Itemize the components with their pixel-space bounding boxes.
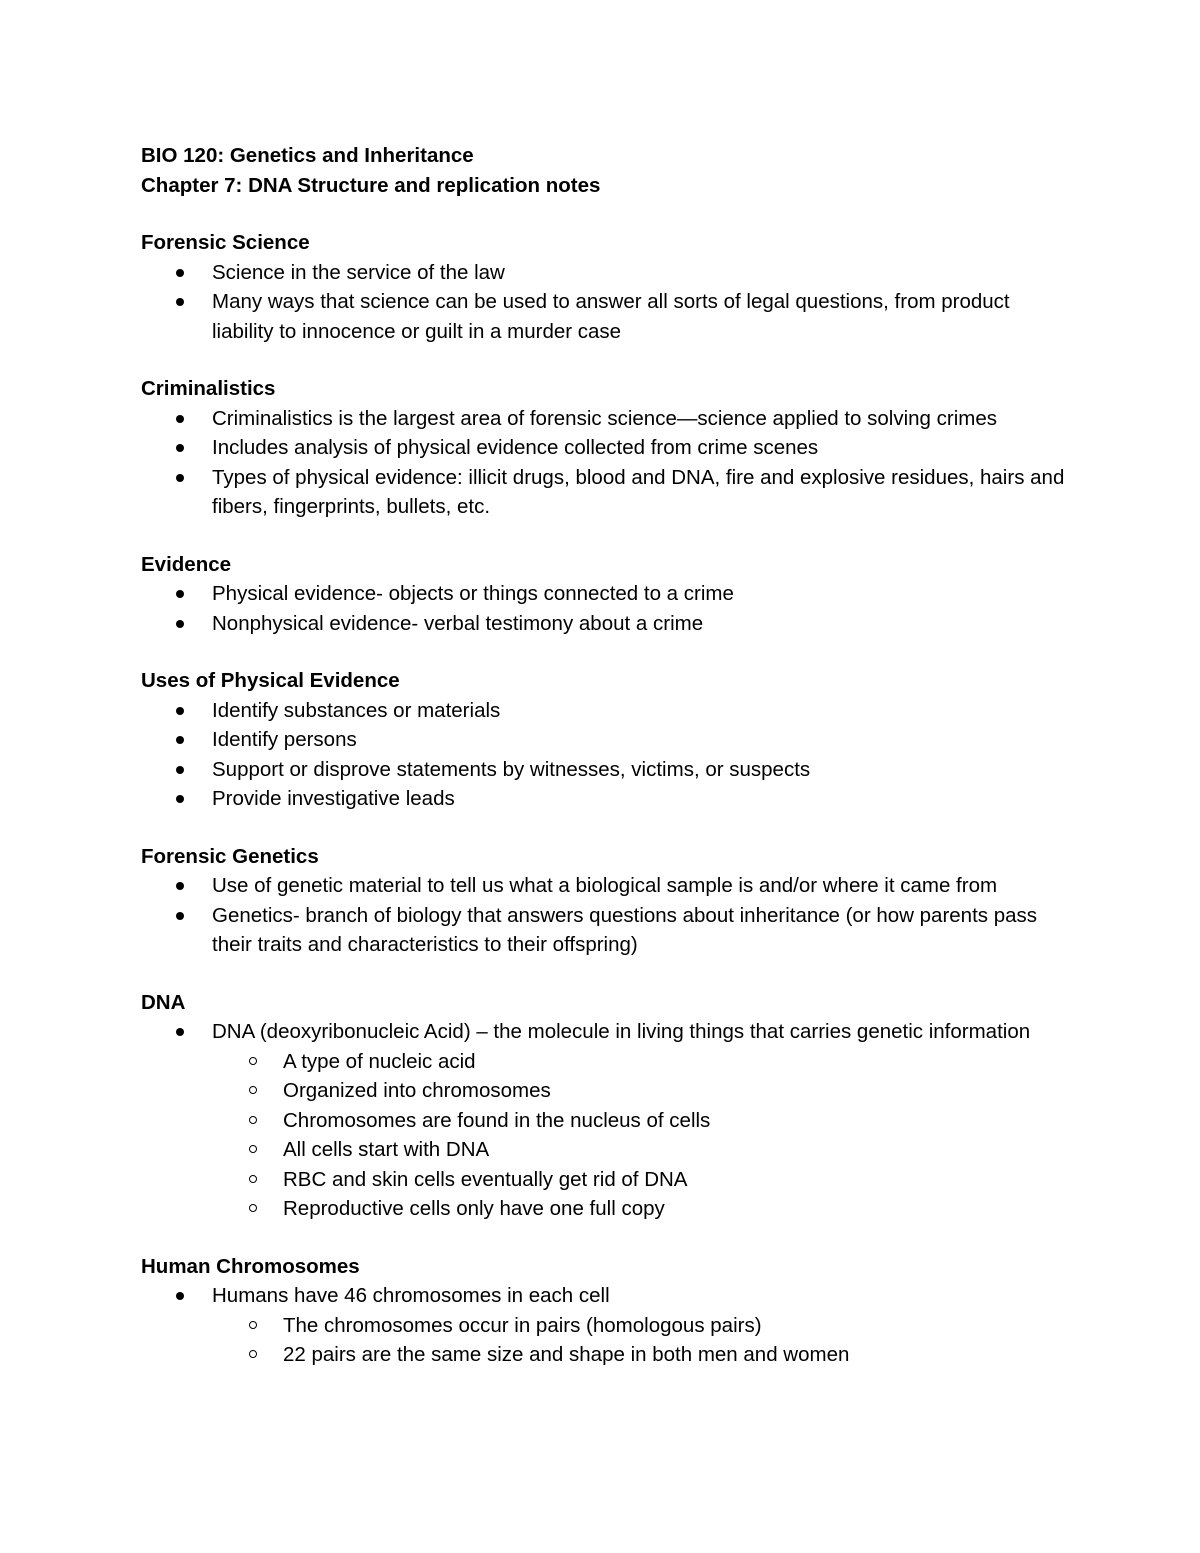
bullet-dot-icon [176,620,184,628]
bullet-dot-icon [176,1292,184,1300]
section-heading: Evidence [141,552,232,576]
bullet-list [141,579,1071,638]
bullet-circle-icon [249,1175,257,1183]
sub-list-item [212,1311,1071,1341]
sub-bullet-list [212,1311,1071,1370]
bullet-dot-icon [176,912,184,920]
list-item-text: Use of genetic material to tell us what a biological sample is and/or where it came from [212,874,998,897]
section-evidence [141,550,1071,639]
sub-list-item-text: The chromosomes occur in pairs (homologous pairs) [283,1313,762,1337]
section-forensic-science [141,228,1071,346]
section-heading: DNA [141,990,186,1014]
sub-list-item-text: 22 pairs are the same size and shape in both men and women [283,1343,850,1366]
document-subtitle: Chapter 7: DNA Structure and replication notes [141,173,601,197]
sub-list-item-text: A type of nucleic acid [283,1049,476,1073]
list-item [141,609,1071,639]
bullet-circle-icon [249,1321,257,1329]
sub-list-item-text: Reproductive cells only have one full copy [283,1197,665,1220]
list-item [141,1017,1071,1224]
sub-list-item [212,1047,1071,1077]
list-item-text: Science in the service of the law [212,260,505,284]
bullet-list [141,1017,1071,1224]
list-item-text: Many ways that science can be used to answer all sorts of legal questions, from product liability to innocence or guilt in a murder case [212,290,1010,343]
notes-body [141,228,1071,1370]
list-item [141,287,1071,346]
list-item [141,755,1071,785]
bullet-list [141,871,1071,960]
sub-list-item-text: Chromosomes are found in the nucleus of cells [283,1108,711,1132]
list-item-text: Humans have 46 chromosomes in each cell [212,1284,610,1307]
bullet-dot-icon [176,1028,184,1036]
sub-list-item [212,1135,1071,1165]
bullet-list [141,1281,1071,1370]
sub-bullet-list [212,1047,1071,1224]
bullet-dot-icon [176,298,184,306]
list-item [141,1281,1071,1370]
list-item [141,784,1071,814]
bullet-dot-icon [176,269,184,277]
section-criminalistics [141,374,1071,522]
bullet-dot-icon [176,415,184,423]
sub-list-item [212,1076,1071,1106]
list-item-text: Identify persons [212,728,357,751]
list-item [141,871,1071,901]
bullet-circle-icon [249,1086,257,1094]
bullet-dot-icon [176,736,184,744]
bullet-circle-icon [249,1350,257,1358]
list-item [141,901,1071,960]
document-page [141,141,1071,1370]
list-item [141,725,1071,755]
bullet-dot-icon [176,707,184,715]
list-item-text: Support or disprove statements by witnesses, victims, or suspects [212,757,811,781]
section-heading: Forensic Science [141,231,310,254]
list-item-text: Identify substances or materials [212,698,501,722]
section-forensic-genetics [141,842,1071,960]
list-item [141,579,1071,609]
list-item-text: Physical evidence- objects or things connected to a crime [212,582,734,605]
sub-list-item-text: All cells start with DNA [283,1138,490,1161]
list-item-text: Criminalistics is the largest area of forensic science—science applied to solving crimes [212,406,998,430]
bullet-dot-icon [176,795,184,803]
section-heading: Forensic Genetics [141,844,319,868]
section-dna [141,988,1071,1224]
list-item-text: Genetics- branch of biology that answers questions about inheritance (or how parents pass their traits and characteristics to their offspring) [212,903,1038,956]
bullet-circle-icon [249,1145,257,1153]
list-item-text: Includes analysis of physical evidence collected from crime scenes [212,436,819,459]
bullet-dot-icon [176,882,184,890]
bullet-list [141,258,1071,347]
list-item-text: Provide investigative leads [212,787,455,810]
list-item-text: Types of physical evidence: illicit drugs, blood and DNA, fire and explosive residues, hairs and fibers, fingerprints, bullets, etc. [212,465,1065,518]
list-item [141,696,1071,726]
sub-list-item-text: RBC and skin cells eventually get rid of DNA [283,1167,688,1191]
sub-list-item [212,1340,1071,1370]
list-item [141,258,1071,288]
list-item [141,433,1071,463]
sub-list-item [212,1165,1071,1195]
bullet-dot-icon [176,766,184,774]
section-heading: Criminalistics [141,377,276,400]
document-title: BIO 120: Genetics and Inheritance [141,144,474,167]
bullet-list [141,404,1071,522]
sub-list-item [212,1194,1071,1224]
sub-list-item [212,1106,1071,1136]
section-heading: Human Chromosomes [141,1254,360,1278]
list-item [141,463,1071,522]
bullet-circle-icon [249,1204,257,1212]
bullet-list [141,696,1071,814]
bullet-dot-icon [176,444,184,452]
section-heading: Uses of Physical Evidence [141,669,400,692]
sub-list-item-text: Organized into chromosomes [283,1079,551,1102]
list-item-text: DNA (deoxyribonucleic Acid) – the molecule in living things that carries genetic information [212,1020,1031,1043]
bullet-dot-icon [176,590,184,598]
section-human-chromosomes [141,1252,1071,1370]
section-uses-of-physical-evidence [141,666,1071,814]
list-item-text: Nonphysical evidence- verbal testimony about a crime [212,611,704,635]
bullet-dot-icon [176,474,184,482]
list-item [141,404,1071,434]
bullet-circle-icon [249,1116,257,1124]
bullet-circle-icon [249,1057,257,1065]
